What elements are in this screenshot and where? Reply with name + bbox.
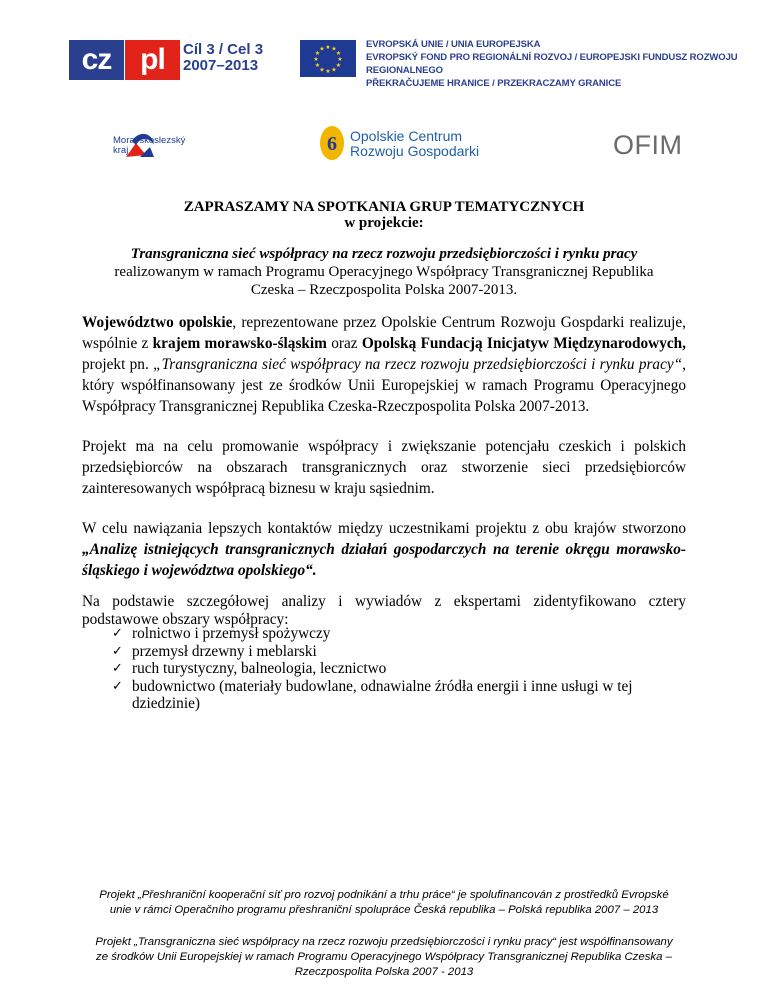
- moravskoslezsky-label: [113, 136, 185, 156]
- p1-text-a: , reprezentowane przez Opolskie Centrum Rozwoju Gospdarki realizuje, wspólnie z: [82, 314, 686, 352]
- list-item-label: ruch turystyczny, balneologia, lecznictwo: [132, 660, 387, 677]
- pl-logo-block: pl: [125, 40, 180, 80]
- p1-text-c: projekt pn.: [82, 356, 154, 373]
- p1-region: Województwo opolskie: [82, 314, 233, 331]
- check-icon: ✓: [112, 643, 123, 659]
- p1-text-b: oraz: [326, 335, 362, 352]
- ocrg-line-2: Rozwoju Gospodarki: [350, 143, 480, 159]
- p1-partner-region: krajem morawsko-śląskim: [152, 335, 327, 352]
- footer-pl-line-1: Projekt „Transgraniczna sieć współpracy na rzecz rozwoju przedsiębiorczości i rynku pracy“ jest współfinansowany: [95, 936, 673, 948]
- svg-text:★: ★: [319, 45, 325, 53]
- project-title: Transgraniczna sieć współpracy na rzecz rozwoju przedsiębiorczości i rynku pracy: [130, 246, 638, 262]
- cooperation-areas-list: [112, 625, 686, 713]
- svg-text:★: ★: [331, 45, 337, 53]
- svg-text:★: ★: [314, 62, 321, 69]
- p1-project-name: „Transgraniczna sieć współpracy na rzecz rozwoju przedsiębiorczości i rynku pracy“: [153, 356, 683, 373]
- eu-line-3: PŘEKRAČUJEME HRANICE / PRZEKRACZAMY GRANICE: [366, 78, 622, 89]
- msk-line-2: kraj: [113, 145, 129, 156]
- cz-pl-logo: [69, 40, 179, 80]
- cz-logo-block: cz: [69, 40, 124, 80]
- footer-polish: [0, 935, 768, 980]
- svg-text:★: ★: [319, 66, 325, 74]
- svg-text:★: ★: [313, 56, 319, 63]
- list-item: [112, 660, 686, 678]
- footer-cz-line-2: unie v rámci Operačního programu přeshraniční spolupráce Česká republika – Polská republika 2007 – 2013: [109, 904, 659, 916]
- svg-text:★: ★: [335, 62, 342, 69]
- project-intro: [0, 245, 768, 299]
- list-item-label: przemysł drzewny i meblarski: [132, 642, 317, 660]
- paragraph-areas: Na podstawie szczegółowej analizy i wywiadów z ekspertami zidentyfikowano cztery podstawowe obszary współpracy:: [82, 593, 686, 628]
- paragraph-goal: Projekt ma na celu promowanie współpracy i zwiększanie potencjału czeskich i polskich przedsiębiorców na obszarach transgranicznych oraz stworzenie sieci przedsiębiorców zainteresowanych współpracą biznesu w kraju sąsiednim.: [82, 438, 686, 497]
- ofim-logo: OFIM: [613, 130, 683, 160]
- eu-flag-icon: [300, 40, 356, 77]
- invitation-subheading: w projekcie:: [344, 215, 424, 231]
- eu-line-2: EVROPSKÝ FOND PRO REGIONÁLNÍ ROZVOJ / EUROPEJSKI FUNDUSZ ROZWOJU REGIONALNEGO: [366, 52, 738, 76]
- p1-text-d: , który współfinansowany jest ze środków Unii Europejskiej w ramach Programu Operacyjnego Współpracy Transgranicznej Republika Czeska-Rzeczpospolita Polska 2007-2013.: [82, 356, 686, 415]
- svg-text:★: ★: [325, 68, 331, 75]
- cil-cel-label: Cíl 3 / Cel 3: [183, 41, 264, 58]
- list-item: [112, 625, 686, 643]
- intro-line-3: Czeska – Rzeczpospolita Polska 2007-2013.: [250, 282, 518, 298]
- svg-text:★: ★: [314, 50, 321, 57]
- list-item: [112, 643, 686, 661]
- footer-pl-line-3: Rzeczpospolita Polska 2007 - 2013: [294, 966, 474, 978]
- p3-analysis-title: „Analizę istniejących transgranicznych działań gospodarczych na terenie okręgu morawsko-śląskiego i województwa opolskiego“.: [82, 541, 686, 579]
- paragraph-analysis: [82, 518, 686, 581]
- footer-czech: [0, 888, 768, 918]
- ocrg-logo-icon: [318, 124, 346, 162]
- p1-foundation: Opolską Fundacją Inicjatyw Międzynarodowych,: [361, 335, 686, 352]
- svg-text:★: ★: [335, 50, 342, 57]
- svg-text:6: 6: [327, 133, 337, 155]
- footer-pl-line-2: ze środków Unii Europejskiej w ramach Programu Operacyjnego Współpracy Transgranicznej Republika Czeska –: [96, 951, 672, 963]
- ocrg-line-1: Opolskie Centrum: [350, 128, 463, 144]
- eu-program-text: [366, 38, 768, 90]
- eu-line-1: EVROPSKÁ UNIE / UNIA EUROPEJSKA: [366, 39, 541, 50]
- cil-cel-logo-text: [183, 42, 263, 74]
- check-icon: ✓: [112, 626, 123, 641]
- program-years: 2007–2013: [183, 57, 259, 74]
- ocrg-label: [350, 129, 479, 159]
- list-item-label: rolnictwo i przemysł spożywczy: [132, 625, 331, 642]
- invitation-heading: ZAPRASZAMY NA SPOTKANIA GRUP TEMATYCZNYCH: [183, 199, 585, 215]
- check-icon: ✓: [112, 661, 123, 676]
- footer-cz-line-1: Projekt „Přeshraniční kooperační síť pro rozvoj podnikání a trhu práce“ je spolufinancován z prostředků Evropské: [99, 889, 669, 901]
- list-item: [112, 678, 686, 713]
- svg-text:★: ★: [337, 56, 343, 63]
- p3-text: W celu nawiązania lepszych kontaktów między uczestnikami projektu z obu krajów stworzono: [82, 520, 686, 537]
- check-icon: ✓: [112, 678, 123, 694]
- intro-line-2: realizowanym w ramach Programu Operacyjnego Współpracy Transgranicznej Republika: [114, 264, 654, 280]
- msk-line-1: Moravskoslezský: [113, 135, 186, 146]
- svg-text:★: ★: [325, 44, 331, 51]
- list-item-label: budownictwo (materiały budowlane, odnawialne źródła energii i inne usługi w tej dziedzinie): [132, 677, 633, 712]
- paragraph-partners: [82, 312, 686, 417]
- svg-text:★: ★: [331, 66, 337, 74]
